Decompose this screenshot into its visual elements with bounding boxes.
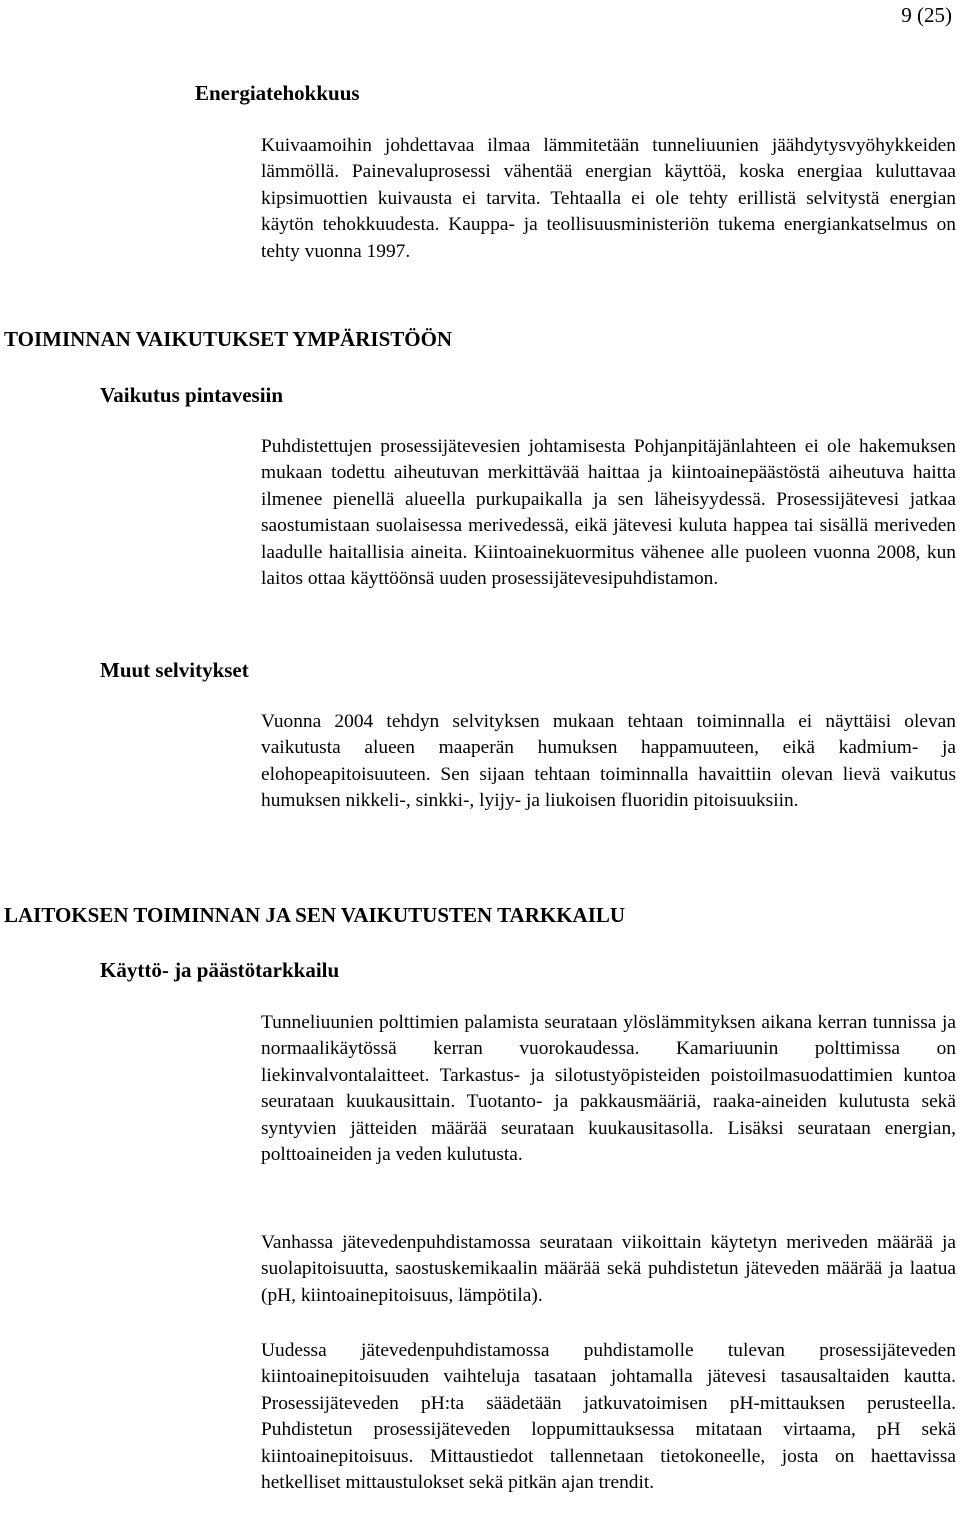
paragraph-energiatehokkuus: Kuivaamoihin johdettavaa ilmaa lämmitetään tunneliuunien jäähdytysvyöhykkeiden lämmöllä. Painevaluprosessi vähentää energian käyttöä, koska energiaa kuluttavaa kipsimuottien kuivausta ei tarvita. Tehtaalla ei ole tehty erillistä selvitystä energian käytön tehokkuudesta. Kauppa- ja teollisuusministeriön tukema energiankatselmus on tehty vuonna 1997.	[261, 135, 956, 262]
section-heading-effects: TOIMINNAN VAIKUTUKSET YMPÄRISTÖÖN	[4, 327, 453, 351]
page-number: 9 (25)	[901, 3, 952, 27]
section-heading-monitoring: LAITOKSEN TOIMINNAN JA SEN VAIKUTUSTEN TARKKAILU	[4, 903, 626, 927]
heading-muut-selvitykset: Muut selvitykset	[100, 658, 249, 682]
paragraph-muut-selvitykset: Vuonna 2004 tehdyn selvityksen mukaan tehtaan toiminnalla ei näyttäisi olevan vaikutusta alueen maaperän humuksen happamuuteen, eikä kadmium- ja elohopeapitoisuuteen. Sen sijaan tehtaan toiminnalla havaittiin olevan lievä vaikutus humuksen nikkeli-, sinkki-, lyijy- ja liukoisen fluoridin pitoisuuksiin.	[261, 711, 956, 812]
paragraph-tarkkailu-1: Tunneliuunien polttimien palamista seurataan ylöslämmityksen aikana kerran tunnissa ja normaalikäytössä kerran vuorokaudessa. Kamariuunin polttimissa on liekinvalvontalaitteet. Tarkastus- ja silotustyöpisteiden poistoilmasuodattimien kuntoa seurataan kuukausittain. Tuotanto- ja pakkausmääriä, raaka-aineiden kulutusta sekä syntyvien jätteiden määrää seurataan kuukausitasolla. Lisäksi seurataan energian, polttoaineiden ja veden kulutusta.	[261, 1012, 956, 1166]
paragraph-vaikutus-pintavesiin: Puhdistettujen prosessijätevesien johtamisesta Pohjanpitäjänlahteen ei ole hakemuksen mukaan todettu aiheutuvan merkittävää haittaa ja kiintoainepäästöstä aiheutuva haitta ilmenee pienellä alueella purkupaikalla ja sen läheisyydessä. Prosessijätevesi jatkaa saostumistaan suolaisessa merivedessä, eikä jätevesi kuluta happea tai sisällä meriveden laadulle haitallisia aineita. Kiintoainekuormitus vähenee alle puoleen vuonna 2008, kun laitos ottaa käyttöönsä uuden prosessijätevesipuhdistamon.	[261, 436, 956, 590]
heading-energiatehokkuus: Energiatehokkuus	[195, 81, 360, 105]
heading-vaikutus-pintavesiin: Vaikutus pintavesiin	[100, 383, 284, 407]
paragraph-tarkkailu-3: Uudessa jätevedenpuhdistamossa puhdistamolle tulevan prosessijäteveden kiintoainepitoisuuden vaihteluja tasataan johtamalla jätevesi tasausaltaiden kautta. Prosessijäteveden pH:ta säädetään jatkuvatoimisen pH-mittauksen perusteella. Puhdistetun prosessijäteveden loppumittauksessa mitataan virtaama, pH sekä kiintoainepitoisuus. Mittaustiedot tallennetaan tietokoneelle, josta on haettavissa hetkelliset mittaustulokset sekä pitkän ajan trendit.	[261, 1340, 956, 1494]
heading-kaytto-ja-paastotarkkailu: Käyttö- ja päästötarkkailu	[100, 958, 340, 982]
paragraph-tarkkailu-2: Vanhassa jätevedenpuhdistamossa seurataan viikoittain käytetyn meriveden määrää ja suolapitoisuutta, saostuskemikaalin määrää sekä puhdistetun jäteveden määrää ja laatua (pH, kiintoainepitoisuus, lämpötila).	[261, 1232, 956, 1306]
